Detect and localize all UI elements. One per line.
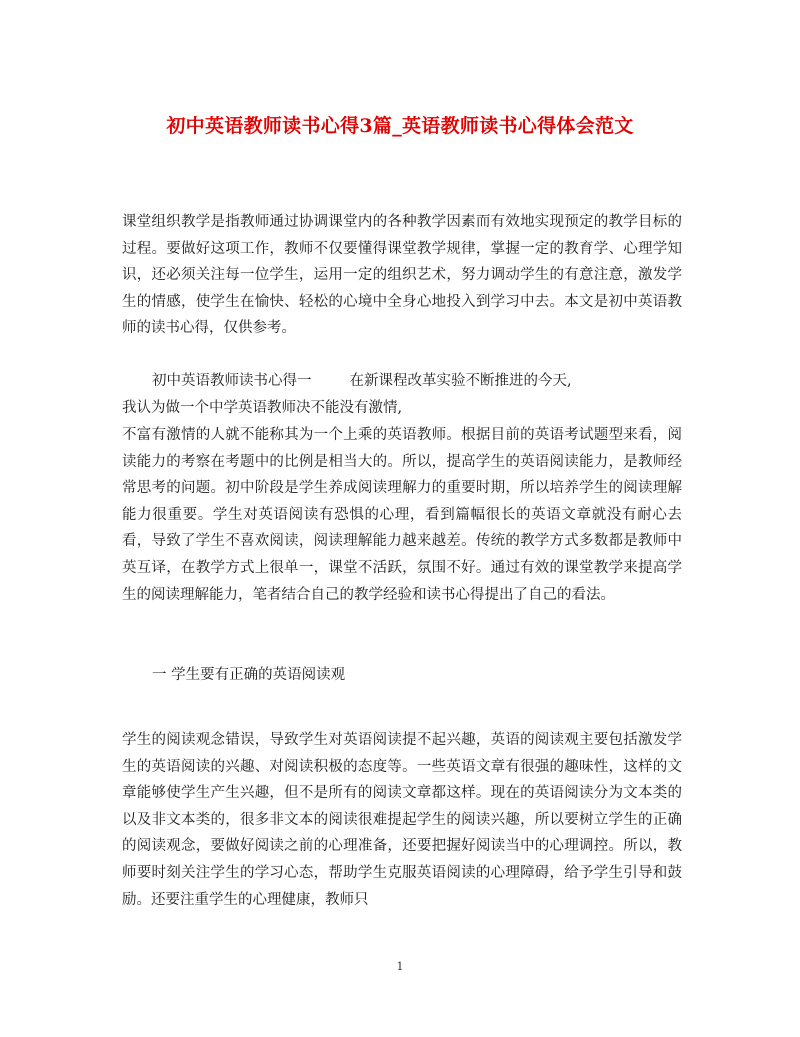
section-heading-text: 一 学生要有正确的英语阅读观 [152,667,346,683]
section1-opening [122,368,682,421]
document-title: 初中英语教师读书心得3篇_英语教师读书心得体会范文 [166,115,634,137]
section1-paragraph: 不富有激情的人就不能称其为一个上乘的英语教师。根据目前的英语考试题型来看，阅读能力的考察在考题中的比例是相当大的。所以，提高学生的英语阅读能力，是教师经常思考的问题。初中阶段是学生养成阅读理解力的重要时期，所以培养学生的阅读理解能力很重要。学生对英语阅读有恐惧的心理，看到篇幅很长的英语文章就没有耐心去看，导致了学生不喜欢阅读，阅读理解能力越来越差。传统的教学方式多数都是教师中英互译，在教学方式上很单一，课堂不活跃，氛围不好。通过有效的课堂教学来提高学生的阅读理解能力，笔者结合自己的教学经验和读书心得提出了自己的看法。 [122,427,682,603]
section1-first-sentence: 在新课程改革实验不断推进的今天, [349,373,572,389]
page-number: 1 [396,960,404,973]
section-heading [122,662,682,689]
section2-paragraph: 学生的阅读观念错误，导致学生对英语阅读提不起兴趣，英语的阅读观主要包括激发学生的英语阅读的兴趣、对阅读积极的态度等。一些英语文章有很强的趣味性，这样的文章能够使学生产生兴趣，但不是所有的阅读文章都这样。现在的英语阅读分为文本类的以及非文本类的，很多非文本的阅读很难提起学生的阅读兴趣，所以要树立学生的正确的阅读观念，要做好阅读之前的心理准备，还要把握好阅读当中的心理调控。所以，教师要时刻关注学生的学习心态，帮助学生克服英语阅读的心理障碍，给予学生引导和鼓励。还要注重学生的心理健康，教师只 [122,732,682,908]
intro-paragraph: 课堂组织教学是指教师通过协调课堂内的各种教学因素而有效地实现预定的教学目标的过程。要做好这项工作，教师不仅要懂得课堂教学规律，掌握一定的教育学、心理学知识，还必须关注每一位学生，运用一定的组织艺术，努力调动学生的有意注意，激发学生的情感，使学生在愉快、轻松的心境中全身心地投入到学习中去。本文是初中英语教师的读书心得，仅供参考。 [122,214,682,337]
section1-second-line: 我认为做一个中学英语教师决不能没有激情, [122,399,403,416]
section1-label: 初中英语教师读书心得一 [152,373,312,389]
